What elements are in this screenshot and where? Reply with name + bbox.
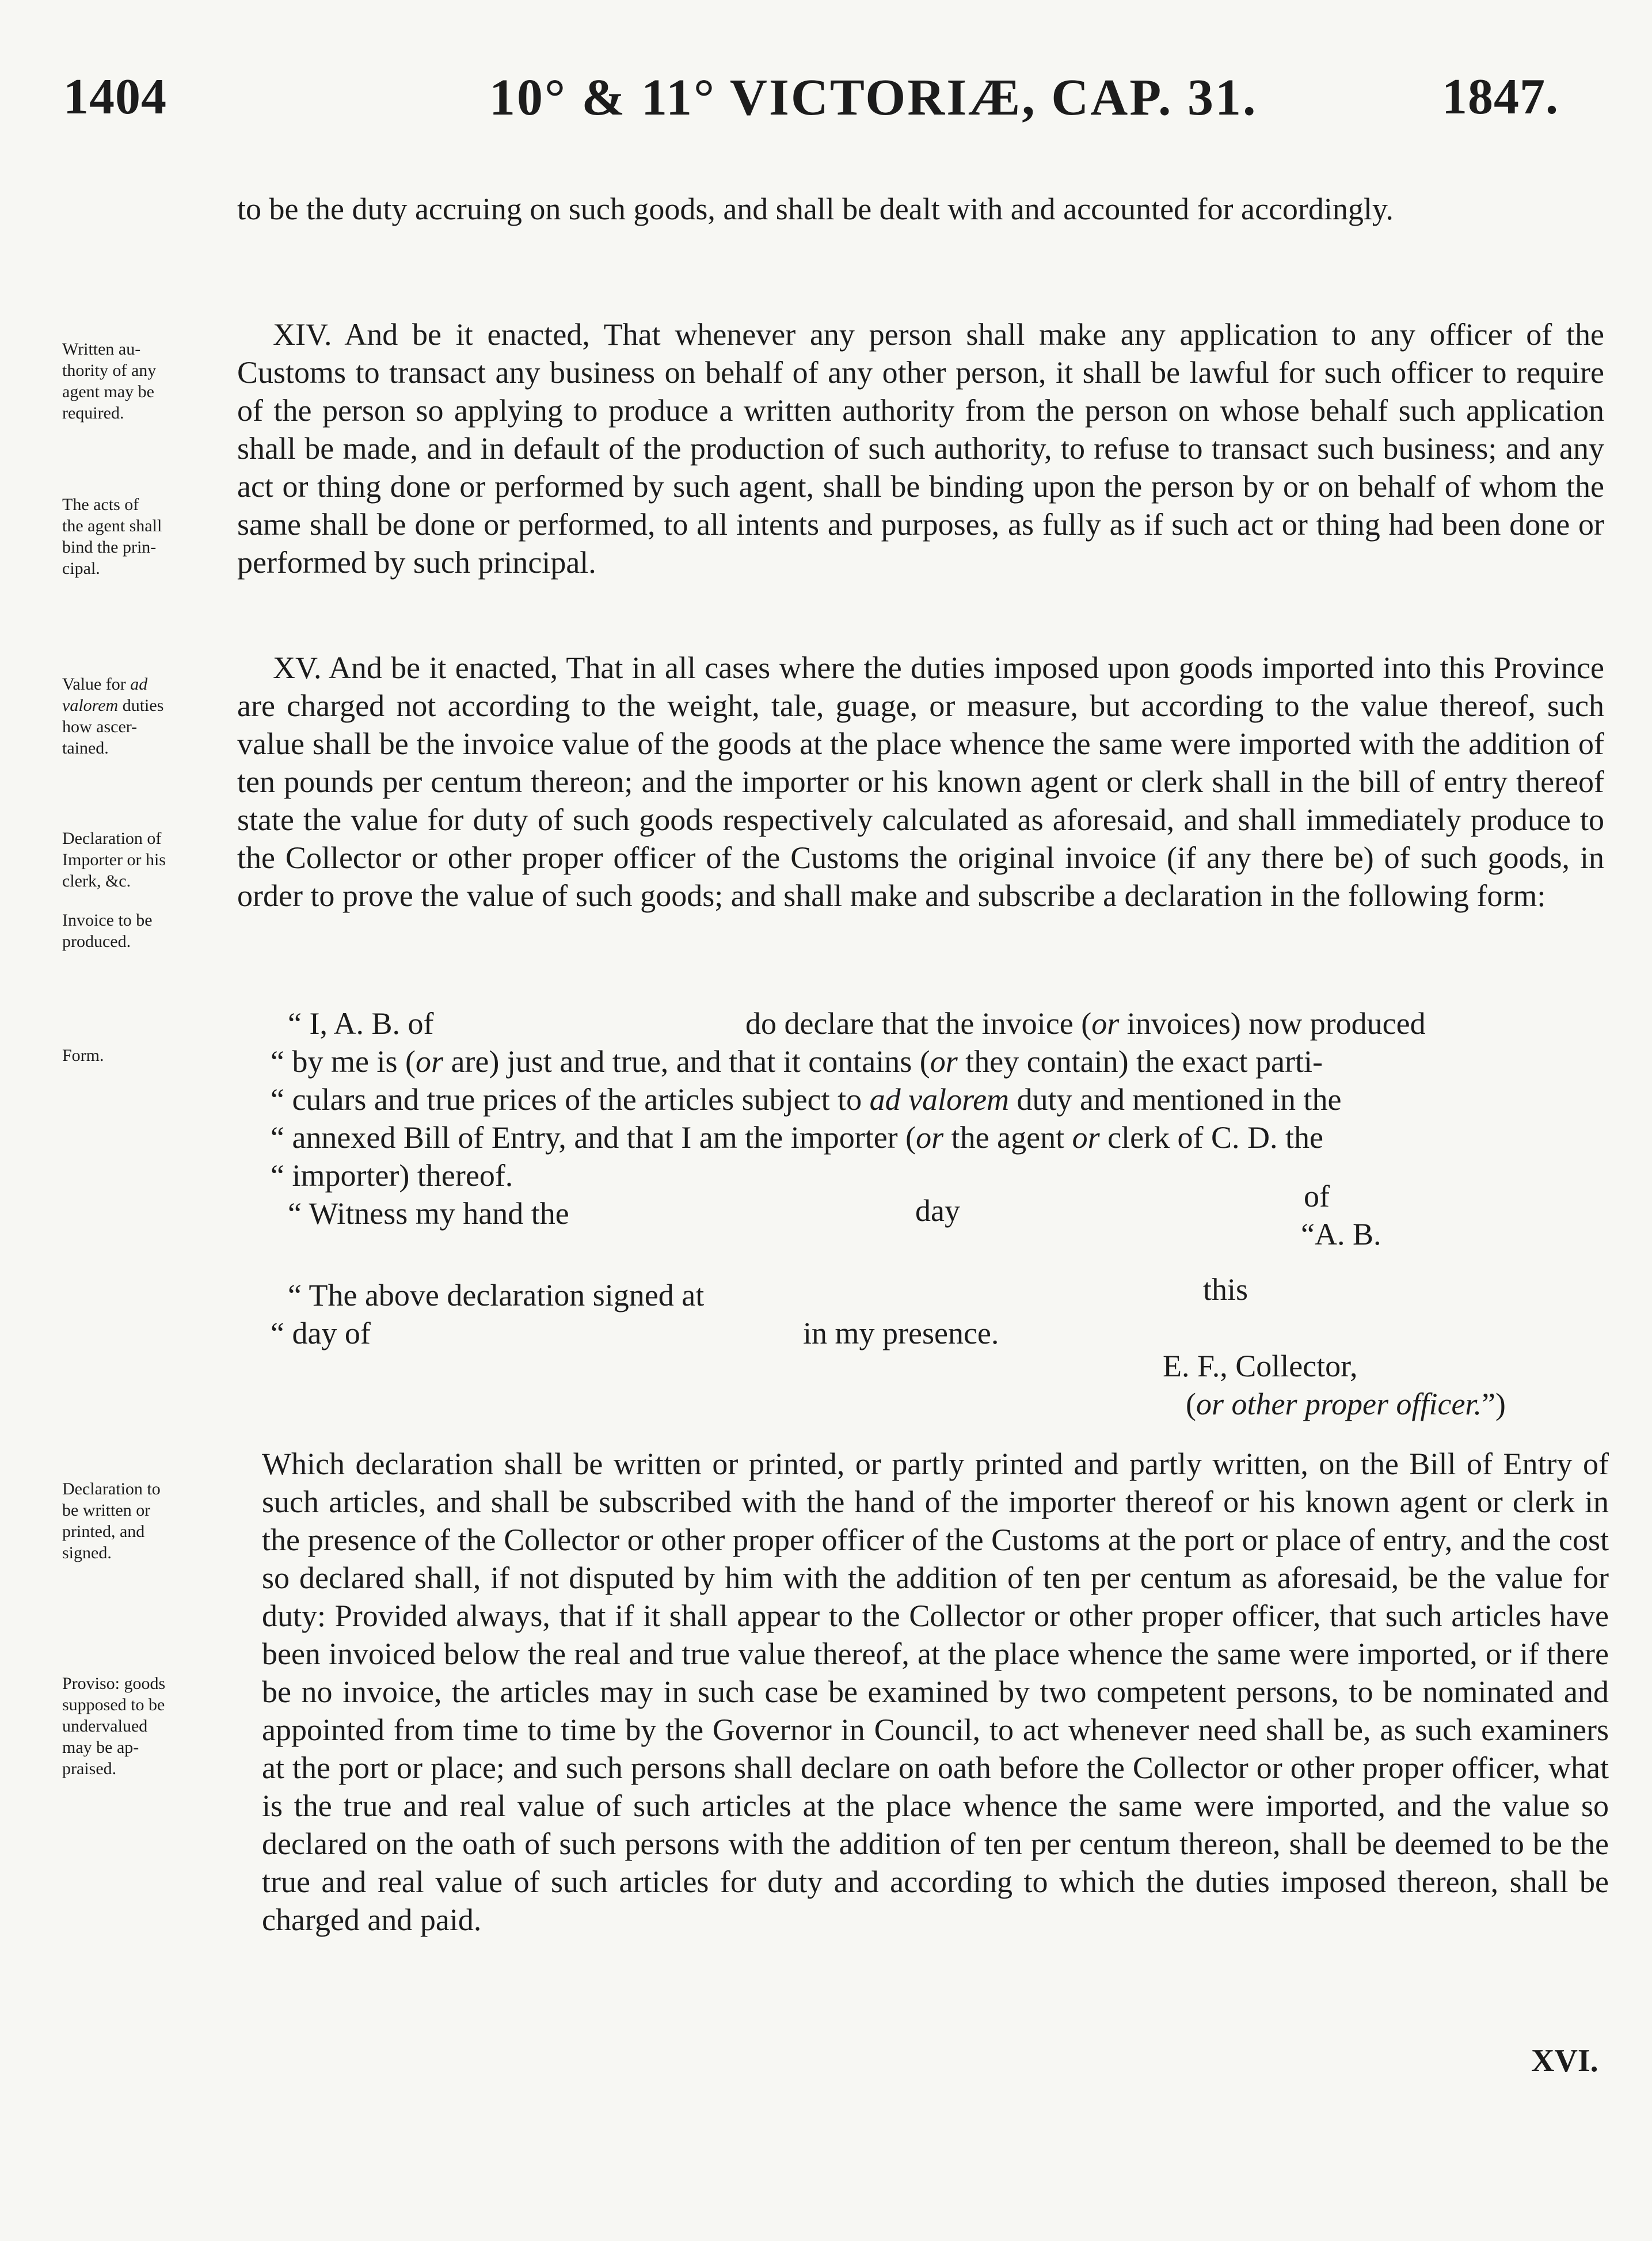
note-text: duties [118,696,164,715]
form-line-6c: of [1304,1179,1330,1213]
note-line: the agent shall [62,516,162,535]
form-text: the agent [943,1120,1072,1155]
form-line-9a: “ day of [271,1316,371,1350]
catchword: XVI. [1531,2043,1598,2079]
form-line-11 [1186,1385,1506,1423]
note-line: bind the prin- [62,538,157,557]
margin-note-declaration-written [62,1478,218,1563]
form-line-1 [745,1005,1426,1042]
note-line: praised. [62,1759,117,1778]
section-xv [237,649,1604,915]
form-text: clerk of C. D. the [1099,1120,1323,1155]
paragraph-text: Which declaration shall be written or printed, or partly printed and partly written, on the Bill of Entry of such articles, and shall be subscribed with the hand of the importer thereof or his known agent or clerk in the presence of the Collector or other proper officer of the Customs at the port or place of entry, and the cost so declared shall, if not disputed by him with the addition of ten per centum as aforesaid, be the value for duty: Provided always, that if it shall appear to the Collector or other proper officer, that such articles have been invoiced below the real and true value thereof, at the place whence the same were imported, or if there be no invoice, the articles may in such case be examined by two competent persons, to be nominated and appointed from time to time by the Governor in Council, to act whenever need shall be, as such examiners at the port or place; and such persons shall declare on oath before the Collector or other proper officer, what is the true and real value of such articles at the place whence the same were imported, and the value so declared on the oath of such persons with the addition of ten per centum thereon, shall be deemed to be the true and real value of such articles for duty and according to which the duties imposed thereon, shall be charged and paid. [262,1447,1609,1937]
margin-note-acts-of-agent [62,494,218,579]
margin-note-value-ad-valorem [62,674,218,759]
form-text-italic: or [916,1120,944,1155]
note-line: printed, and [62,1522,145,1541]
section-xv-continued [262,1445,1609,1939]
note-line: Declaration to [62,1479,161,1498]
paragraph-text: XV. And be it enacted, That in all cases where the duties imposed upon goods imported into this Province are charged not according to the weight, tale, guage, or measure, but according to the value thereof, such value shall be the invoice value of the goods at the place whence the same were imported with the addition of ten pounds per centum thereon; and the importer or his known agent or clerk shall in the bill of entry thereof state the value for duty of such goods respectively calculated as aforesaid, and shall immediately produce to the Collector or other proper officer of the Customs the original invoice (if any there be) of such goods, in order to prove the value of such goods; and shall make and subscribe a declaration in the following form: [237,650,1604,913]
form-text: “ by me is ( [271,1044,416,1079]
form-text-italic: or [1072,1120,1100,1155]
form-line-5: “ importer) thereof. [271,1158,513,1193]
form-text: do declare that the invoice ( [745,1006,1092,1041]
form-text: are) just and true, and that it contains ( [443,1044,930,1079]
form-line-6b: day [915,1193,960,1228]
form-text: “ annexed Bill of Entry, and that I am the importer ( [271,1120,916,1155]
note-line: undervalued [62,1717,148,1736]
note-line: clerk, &c. [62,872,131,891]
form-text: “ culars and true prices of the articles subject to [271,1082,870,1117]
form-text: invoices) now produced [1119,1006,1426,1041]
note-line: The acts of [62,495,139,514]
form-line-9b: in my presence. [803,1316,999,1350]
note-line: produced. [62,932,131,951]
note-line: Proviso: goods [62,1674,166,1693]
margin-note-declaration-importer [62,828,218,892]
form-text-italic: or [415,1044,443,1079]
note-line: may be ap- [62,1738,139,1757]
note-line: cipal. [62,559,100,578]
section-xiv [237,315,1604,581]
form-line-1a: “ I, A. B. of [288,1006,434,1041]
note-line: Invoice to be [62,911,153,930]
note-line [62,674,218,695]
paragraph-text: to be the duty accruing on such goods, and shall be dealt with and accounted for accordingly. [237,192,1394,226]
running-title: 10° & 11° VICTORIÆ, CAP. 31. [489,69,1258,126]
form-text-italic: or other proper officer. [1196,1387,1482,1421]
margin-note-invoice [62,910,218,952]
note-line [62,695,218,716]
note-line: Declaration of [62,829,162,848]
form-line-3 [271,1080,1341,1118]
form-line-4 [271,1118,1323,1156]
note-line: tained. [62,739,109,758]
form-text: ( [1186,1387,1196,1421]
note-line: thority of any [62,361,157,380]
note-line: be written or [62,1501,151,1520]
note-line: Importer or his [62,850,166,869]
note-line: Written au- [62,340,141,359]
form-line-7: “A. B. [1301,1217,1381,1251]
note-text-italic: ad [130,675,148,694]
note-text: Value for [62,675,131,694]
paragraph-text: XIV. And be it enacted, That whenever any person shall make any application to any officer of the Customs to transact any business on behalf of any other person, it shall be lawful for such officer to require of the person so applying to produce a written authority from the person on whose behalf such application shall be made, and in default of the production of such authority, to refuse to transact such business; and any act or thing done or performed by such agent, shall be binding upon the person by or on behalf of whom the same shall be done or performed, to all intents and purposes, as fully as if such act or thing had been done or performed by such principal. [237,317,1604,580]
note-line: required. [62,404,124,423]
paragraph-continuation [237,190,1604,228]
page-number: 1404 [63,69,167,125]
form-text: ”) [1481,1387,1506,1421]
form-line-2 [271,1042,1323,1080]
form-text-italic: ad valorem [869,1082,1010,1117]
form-text: they contain) the exact parti- [957,1044,1323,1079]
form-text-italic: or [1091,1006,1120,1041]
form-line-8a: “ The above declaration signed at [288,1278,705,1312]
note-line: agent may be [62,382,154,401]
year: 1847. [1442,69,1559,125]
form-line-6a: “ Witness my hand the [288,1196,569,1231]
note-line: supposed to be [62,1695,165,1714]
margin-note-proviso [62,1673,218,1779]
form-text-italic: or [930,1044,958,1079]
note-line: how ascer- [62,717,138,736]
form-line-10: E. F., Collector, [1163,1349,1358,1383]
note-line: signed. [62,1543,112,1562]
form-line-8b: this [1203,1272,1248,1307]
margin-note-form: Form. [62,1046,104,1065]
margin-note-written-authority [62,338,218,424]
form-text: duty and mentioned in the [1009,1082,1342,1117]
note-text-italic: valorem [62,696,119,715]
